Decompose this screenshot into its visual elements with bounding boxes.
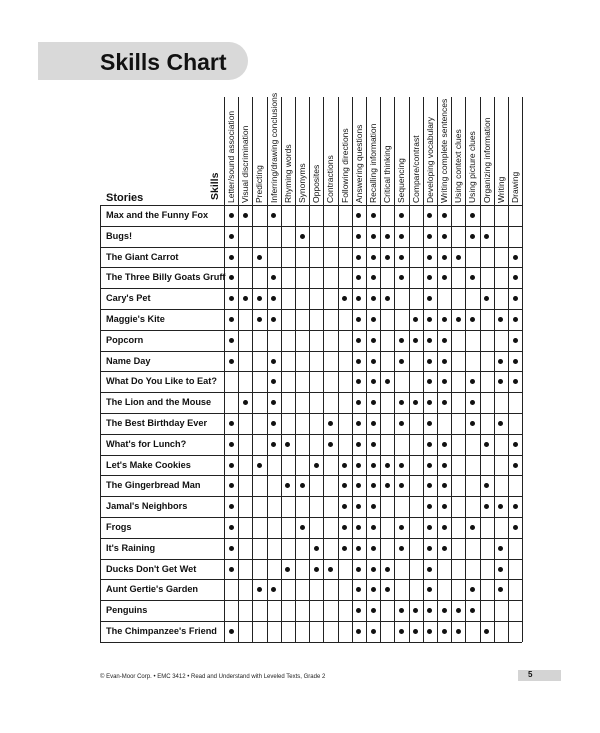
- skill-mark-dot: [385, 255, 390, 260]
- skill-mark-dot: [342, 296, 347, 301]
- skill-mark-dot: [271, 400, 276, 405]
- skill-mark-dot: [371, 275, 376, 280]
- skill-mark-dot: [470, 587, 475, 592]
- skills-chart-table: [100, 92, 522, 642]
- skill-header: Developing vocabulary: [424, 117, 435, 203]
- grid-column-line: [224, 97, 225, 642]
- grid-column-line: [437, 97, 438, 642]
- skill-mark-dot: [356, 379, 361, 384]
- skill-mark-dot: [413, 629, 418, 634]
- skill-mark-dot: [427, 359, 432, 364]
- grid-column-line: [295, 97, 296, 642]
- skill-mark-dot: [356, 296, 361, 301]
- grid-row-line: [100, 247, 522, 248]
- skill-mark-dot: [442, 338, 447, 343]
- skill-mark-dot: [356, 255, 361, 260]
- skill-mark-dot: [271, 275, 276, 280]
- grid-row-line: [100, 413, 522, 414]
- skill-mark-dot: [498, 587, 503, 592]
- grid-column-line: [508, 97, 509, 642]
- skill-mark-dot: [229, 442, 234, 447]
- skill-header: Writing: [495, 176, 506, 203]
- skill-mark-dot: [229, 296, 234, 301]
- skill-mark-dot: [399, 255, 404, 260]
- story-title: The Three Billy Goats Gruff: [106, 272, 226, 283]
- skill-mark-dot: [314, 567, 319, 572]
- skill-mark-dot: [513, 317, 518, 322]
- skill-mark-dot: [371, 379, 376, 384]
- table-left-border: [100, 205, 101, 642]
- skill-mark-dot: [356, 608, 361, 613]
- skill-mark-dot: [413, 608, 418, 613]
- grid-row-line: [100, 288, 522, 289]
- skill-mark-dot: [257, 296, 262, 301]
- skill-mark-dot: [229, 504, 234, 509]
- skill-mark-dot: [229, 463, 234, 468]
- skill-mark-dot: [427, 234, 432, 239]
- skill-mark-dot: [328, 567, 333, 572]
- grid-row-line: [100, 309, 522, 310]
- grid-row-line: [100, 538, 522, 539]
- skill-mark-dot: [371, 463, 376, 468]
- story-title: Aunt Gertie's Garden: [106, 584, 199, 595]
- skill-header: Inferring/drawing conclusions: [268, 92, 279, 203]
- grid-row-line: [100, 621, 522, 622]
- skill-mark-dot: [427, 275, 432, 280]
- skill-mark-dot: [271, 379, 276, 384]
- skill-mark-dot: [442, 608, 447, 613]
- skill-mark-dot: [342, 504, 347, 509]
- page-number: 5: [528, 670, 533, 679]
- skill-mark-dot: [271, 587, 276, 592]
- skill-mark-dot: [513, 379, 518, 384]
- story-title: Let's Make Cookies: [106, 459, 191, 470]
- skill-mark-dot: [399, 213, 404, 218]
- grid-row-line: [100, 496, 522, 497]
- skill-mark-dot: [285, 483, 290, 488]
- story-title: The Lion and the Mouse: [106, 397, 212, 408]
- story-title: The Best Birthday Ever: [106, 418, 208, 428]
- skill-mark-dot: [385, 567, 390, 572]
- skill-mark-dot: [484, 629, 489, 634]
- skill-mark-dot: [300, 525, 305, 530]
- skill-mark-dot: [243, 400, 248, 405]
- skill-mark-dot: [385, 463, 390, 468]
- skill-mark-dot: [229, 421, 234, 426]
- skill-mark-dot: [229, 234, 234, 239]
- skill-mark-dot: [399, 483, 404, 488]
- skill-mark-dot: [427, 296, 432, 301]
- skill-mark-dot: [328, 421, 333, 426]
- grid-row-line: [100, 475, 522, 476]
- skill-mark-dot: [399, 608, 404, 613]
- skill-mark-dot: [513, 442, 518, 447]
- skill-mark-dot: [484, 442, 489, 447]
- skill-mark-dot: [498, 379, 503, 384]
- skill-mark-dot: [399, 421, 404, 426]
- grid-column-line: [409, 97, 410, 642]
- page-number-tab: [518, 670, 561, 681]
- skill-mark-dot: [371, 567, 376, 572]
- skill-mark-dot: [342, 546, 347, 551]
- skill-mark-dot: [498, 359, 503, 364]
- skill-mark-dot: [470, 421, 475, 426]
- skill-mark-dot: [399, 275, 404, 280]
- skill-mark-dot: [229, 317, 234, 322]
- skill-mark-dot: [399, 338, 404, 343]
- skill-mark-dot: [229, 338, 234, 343]
- skill-header: Critical thinking: [382, 145, 393, 203]
- skill-mark-dot: [385, 379, 390, 384]
- story-title: Ducks Don't Get Wet: [106, 563, 197, 574]
- skill-mark-dot: [300, 234, 305, 239]
- skill-mark-dot: [442, 400, 447, 405]
- skill-mark-dot: [371, 213, 376, 218]
- skill-mark-dot: [442, 213, 447, 218]
- skill-header: Following directions: [339, 128, 350, 203]
- skill-mark-dot: [371, 296, 376, 301]
- skill-mark-dot: [513, 504, 518, 509]
- skill-mark-dot: [427, 504, 432, 509]
- skill-mark-dot: [442, 504, 447, 509]
- skill-mark-dot: [442, 379, 447, 384]
- skill-header: Writing complete sentences: [439, 98, 449, 203]
- skill-mark-dot: [229, 567, 234, 572]
- skill-mark-dot: [484, 504, 489, 509]
- skill-mark-dot: [229, 546, 234, 551]
- skill-mark-dot: [484, 296, 489, 301]
- skill-mark-dot: [470, 317, 475, 322]
- grid-row-line: [100, 205, 522, 206]
- skill-mark-dot: [413, 338, 418, 343]
- skill-mark-dot: [399, 359, 404, 364]
- skill-mark-dot: [456, 629, 461, 634]
- skill-mark-dot: [484, 234, 489, 239]
- skill-mark-dot: [356, 525, 361, 530]
- skill-mark-dot: [442, 546, 447, 551]
- skill-mark-dot: [385, 483, 390, 488]
- skill-mark-dot: [498, 546, 503, 551]
- skill-mark-dot: [442, 317, 447, 322]
- skill-mark-dot: [356, 504, 361, 509]
- skill-mark-dot: [243, 213, 248, 218]
- skill-mark-dot: [342, 525, 347, 530]
- skill-mark-dot: [356, 317, 361, 322]
- skill-mark-dot: [356, 587, 361, 592]
- skill-mark-dot: [427, 255, 432, 260]
- story-title: The Gingerbread Man: [106, 480, 201, 491]
- skill-mark-dot: [371, 359, 376, 364]
- grid-row-line: [100, 226, 522, 227]
- skill-mark-dot: [442, 359, 447, 364]
- skill-mark-dot: [427, 483, 432, 488]
- skill-mark-dot: [456, 608, 461, 613]
- skill-mark-dot: [385, 587, 390, 592]
- skill-mark-dot: [356, 546, 361, 551]
- skill-header: Predicting: [254, 165, 265, 203]
- skill-mark-dot: [356, 213, 361, 218]
- skill-mark-dot: [427, 463, 432, 468]
- skill-mark-dot: [371, 525, 376, 530]
- grid-column-line: [338, 97, 339, 642]
- skill-mark-dot: [371, 338, 376, 343]
- skill-mark-dot: [427, 421, 432, 426]
- skill-mark-dot: [427, 442, 432, 447]
- skill-mark-dot: [413, 317, 418, 322]
- skill-mark-dot: [257, 317, 262, 322]
- skill-mark-dot: [356, 359, 361, 364]
- skill-mark-dot: [442, 255, 447, 260]
- grid-row-line: [100, 600, 522, 601]
- page-title: Skills Chart: [100, 49, 227, 75]
- skill-mark-dot: [456, 255, 461, 260]
- skill-mark-dot: [371, 608, 376, 613]
- skill-mark-dot: [427, 400, 432, 405]
- story-title: What Do You Like to Eat?: [106, 376, 217, 387]
- skill-mark-dot: [399, 400, 404, 405]
- skill-mark-dot: [271, 421, 276, 426]
- grid-column-line: [281, 97, 282, 642]
- grid-row-line: [100, 517, 522, 518]
- grid-column-line: [522, 97, 523, 642]
- skill-mark-dot: [314, 546, 319, 551]
- story-title: What's for Lunch?: [106, 438, 187, 449]
- skill-mark-dot: [356, 275, 361, 280]
- skill-mark-dot: [442, 234, 447, 239]
- skill-mark-dot: [328, 442, 333, 447]
- title-tab: [38, 42, 248, 80]
- skill-header: Answering questions: [353, 124, 364, 203]
- skill-mark-dot: [371, 255, 376, 260]
- skill-mark-dot: [257, 587, 262, 592]
- story-title: Max and the Funny Fox: [106, 210, 209, 220]
- skill-mark-dot: [427, 629, 432, 634]
- skill-mark-dot: [442, 275, 447, 280]
- skill-mark-dot: [356, 567, 361, 572]
- skill-mark-dot: [356, 234, 361, 239]
- story-title: Maggie's Kite: [106, 314, 165, 324]
- skills-row-header: Skills: [209, 172, 221, 200]
- story-title: The Giant Carrot: [106, 251, 179, 262]
- story-title: Popcorn: [106, 334, 144, 345]
- grid-column-line: [480, 97, 481, 642]
- skill-header: Visual discrimination: [240, 125, 251, 203]
- skill-header: Opposites: [311, 164, 322, 203]
- skill-mark-dot: [371, 442, 376, 447]
- grid-column-line: [352, 97, 353, 642]
- skill-header: Recalling information: [368, 123, 378, 203]
- skill-mark-dot: [243, 296, 248, 301]
- skill-mark-dot: [257, 255, 262, 260]
- story-title: Penguins: [106, 605, 148, 616]
- skill-mark-dot: [342, 483, 347, 488]
- skill-mark-dot: [513, 463, 518, 468]
- grid-column-line: [267, 97, 268, 642]
- skill-mark-dot: [271, 213, 276, 218]
- skill-mark-dot: [470, 234, 475, 239]
- skill-mark-dot: [371, 504, 376, 509]
- skill-mark-dot: [399, 546, 404, 551]
- skill-mark-dot: [342, 463, 347, 468]
- skill-mark-dot: [229, 359, 234, 364]
- skill-mark-dot: [427, 546, 432, 551]
- skill-mark-dot: [271, 317, 276, 322]
- skill-mark-dot: [356, 463, 361, 468]
- skill-mark-dot: [470, 608, 475, 613]
- story-title: Frogs: [106, 522, 132, 532]
- skill-mark-dot: [257, 463, 262, 468]
- story-title: Cary's Pet: [106, 293, 151, 304]
- skill-header: Letter/sound association: [226, 110, 236, 203]
- skill-mark-dot: [442, 629, 447, 634]
- grid-row-line: [100, 371, 522, 372]
- skill-mark-dot: [427, 379, 432, 384]
- skill-mark-dot: [399, 629, 404, 634]
- skill-mark-dot: [498, 567, 503, 572]
- skill-mark-dot: [498, 421, 503, 426]
- skill-header: Contractions: [325, 155, 336, 203]
- skill-mark-dot: [399, 525, 404, 530]
- skill-mark-dot: [399, 463, 404, 468]
- skill-mark-dot: [498, 504, 503, 509]
- skill-mark-dot: [300, 483, 305, 488]
- grid-row-line: [100, 642, 522, 643]
- skill-mark-dot: [456, 317, 461, 322]
- skill-mark-dot: [285, 567, 290, 572]
- skill-header: Using context clues: [453, 129, 464, 203]
- story-title: Jamal's Neighbors: [106, 501, 188, 512]
- skill-mark-dot: [427, 338, 432, 343]
- skill-mark-dot: [271, 296, 276, 301]
- skill-mark-dot: [356, 629, 361, 634]
- skill-mark-dot: [371, 421, 376, 426]
- story-title: The Chimpanzee's Friend: [106, 626, 217, 636]
- skill-mark-dot: [285, 442, 290, 447]
- grid-row-line: [100, 351, 522, 352]
- skill-mark-dot: [442, 483, 447, 488]
- skill-mark-dot: [385, 234, 390, 239]
- skill-mark-dot: [229, 255, 234, 260]
- skill-mark-dot: [356, 442, 361, 447]
- skill-mark-dot: [442, 463, 447, 468]
- skill-header: Compare/contrast: [410, 135, 421, 203]
- grid-row-line: [100, 455, 522, 456]
- skill-mark-dot: [371, 483, 376, 488]
- skill-mark-dot: [229, 483, 234, 488]
- skill-mark-dot: [513, 525, 518, 530]
- skill-mark-dot: [513, 296, 518, 301]
- skill-header: Synonyms: [297, 163, 307, 203]
- skill-mark-dot: [498, 317, 503, 322]
- stories-column-header: Stories: [106, 192, 144, 204]
- skill-header: Using picture clues: [467, 131, 478, 203]
- grid-row-line: [100, 434, 522, 435]
- skill-mark-dot: [371, 317, 376, 322]
- skill-mark-dot: [229, 213, 234, 218]
- story-title: It's Raining: [106, 542, 156, 553]
- skill-mark-dot: [371, 587, 376, 592]
- skill-mark-dot: [470, 379, 475, 384]
- skill-mark-dot: [271, 442, 276, 447]
- skill-mark-dot: [470, 525, 475, 530]
- skill-mark-dot: [399, 234, 404, 239]
- skill-header: Drawing: [510, 171, 520, 203]
- skill-mark-dot: [470, 275, 475, 280]
- grid-column-line: [366, 97, 367, 642]
- skill-mark-dot: [442, 442, 447, 447]
- skill-mark-dot: [371, 629, 376, 634]
- grid-row-line: [100, 392, 522, 393]
- skill-mark-dot: [356, 421, 361, 426]
- story-title: Bugs!: [106, 230, 133, 241]
- copyright-footer: © Evan-Moor Corp. • EMC 3412 • Read and Understand with Leveled Texts, Grade 2: [100, 674, 326, 680]
- skill-mark-dot: [413, 400, 418, 405]
- skill-mark-dot: [356, 338, 361, 343]
- skill-header: Rhyming words: [282, 144, 293, 203]
- skill-mark-dot: [427, 608, 432, 613]
- skill-mark-dot: [484, 483, 489, 488]
- skill-mark-dot: [371, 400, 376, 405]
- skill-mark-dot: [229, 275, 234, 280]
- grid-row-line: [100, 579, 522, 580]
- skill-header: Organizing information: [481, 117, 492, 203]
- skill-mark-dot: [427, 317, 432, 322]
- grid-row-line: [100, 559, 522, 560]
- skill-mark-dot: [470, 213, 475, 218]
- grid-row-line: [100, 330, 522, 331]
- skill-mark-dot: [371, 546, 376, 551]
- grid-row-line: [100, 267, 522, 268]
- skill-mark-dot: [513, 338, 518, 343]
- skill-mark-dot: [470, 400, 475, 405]
- skill-mark-dot: [513, 255, 518, 260]
- skill-mark-dot: [442, 525, 447, 530]
- skill-mark-dot: [229, 629, 234, 634]
- skill-mark-dot: [427, 525, 432, 530]
- grid-column-line: [494, 97, 495, 642]
- skill-mark-dot: [513, 359, 518, 364]
- skill-mark-dot: [385, 296, 390, 301]
- story-title: Name Day: [106, 355, 151, 366]
- skill-header: Sequencing: [396, 158, 407, 203]
- skill-mark-dot: [271, 359, 276, 364]
- skill-mark-dot: [356, 400, 361, 405]
- skill-mark-dot: [427, 587, 432, 592]
- skill-mark-dot: [371, 234, 376, 239]
- skill-mark-dot: [427, 567, 432, 572]
- skill-mark-dot: [229, 525, 234, 530]
- skill-mark-dot: [513, 275, 518, 280]
- skill-mark-dot: [427, 213, 432, 218]
- grid-column-line: [423, 97, 424, 642]
- skill-mark-dot: [356, 483, 361, 488]
- skill-mark-dot: [314, 463, 319, 468]
